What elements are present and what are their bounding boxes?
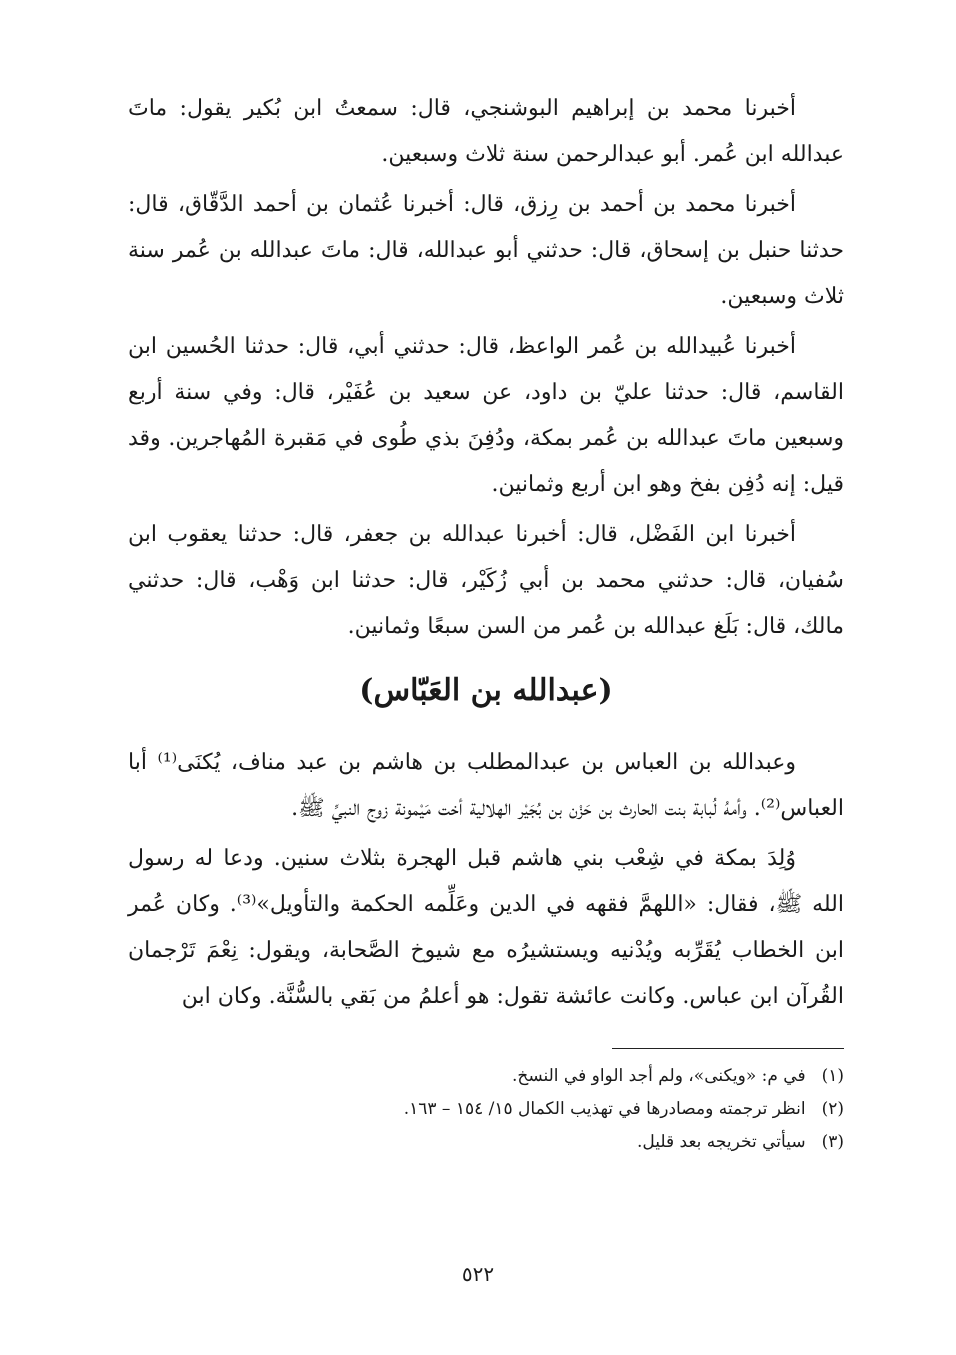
footnote-divider	[612, 1048, 844, 1049]
footnote-text: سيأتي تخريجه بعد قليل.	[636, 1132, 806, 1152]
paragraph: وُلِدَ بمكة في شِعْب بني هاشم قبل الهجرة بثلاث سنين. ودعا له رسول الله ﷺ، فقال: «اللهمَّ فقهه في الدين وعَلِّمه الحكمة والتأويل»⁽³⁾. وكان عُمر ابن الخطاب يُقَرِّبه ويُدْنيه ويستشيرُه مع شيوخ الصَّحابة، ويقول: نِعْمَ تَرْجمان القُرآن ابن عباس. وكانت عائشة تقول: هو أعلمُ من بَقي بالسُّنَّة. وكان ابن	[128, 846, 844, 1009]
section-heading: (عبدالله بن العَبّاس)	[359, 673, 613, 708]
footnote-text: في م: «ويكنى»، ولم أجد الواو في النسخ.	[511, 1066, 806, 1086]
paragraph: وعبدالله بن العباس بن عبدالمطلب بن هاشم بن عبد مناف، يُكنَى⁽¹⁾ أبا العباس⁽²⁾. وأمهُ لُبابة بنت الحارث بن حَزْن بن بُجَيْر الهلالية أخت مَيْمونة زوج النبيِّ ﷺ.	[128, 750, 844, 821]
footnote-number: (٣)	[821, 1132, 844, 1152]
paragraph: أخبرنا عُبيدالله بن عُمر الواعظ، قال: حدثني أبي، قال: حدثنا الحُسين ابن القاسم، قال: حدثنا عليّ بن داود، عن سعيد بن عُفَيْر، قال: وفي سنة أربع وسبعين ماتَ عبدالله بن عُمر بمكة، ودُفِنَ بذي طُوى في مَقبرة المُهاجرين. وقد قيل: إنه دُفِن بفخ وهو ابن أربع وثمانين.	[128, 334, 844, 497]
paragraph: أخبرنا محمد بن إبراهيم البوشنجي، قال: سمعتُ ابن بُكير يقول: ماتَ عبدالله ابن عُمر. أبو عبدالرحمن سنة ثلاث وسبعين.	[128, 96, 844, 167]
footnote-text: انظر ترجمته ومصادرها في تهذيب الكمال ١٥/ ١٥٤ – ١٦٣.	[403, 1099, 806, 1119]
page-number: ٥٢٢	[461, 1262, 495, 1286]
footnote-number: (١)	[821, 1066, 844, 1086]
footnotes	[128, 1060, 844, 1159]
footnote	[128, 1060, 844, 1093]
paragraph: أخبرنا محمد بن أحمد بن رِزق، قال: أخبرنا عُثمان بن أحمد الدَّقّاق، قال: حدثنا حنبل بن إسحاق، قال: حدثني أبو عبدالله، قال: ماتَ عبدالله بن عُمر سنة ثلاث وسبعين.	[128, 192, 844, 309]
main-text	[128, 86, 844, 1020]
footnote-number: (٢)	[821, 1099, 844, 1119]
paragraph: أخبرنا ابن الفَضْل، قال: أخبرنا عبدالله بن جعفر، قال: حدثنا يعقوب ابن سُفيان، قال: حدثني محمد بن أبي زُكَيْر، قال: حدثنا ابن وَهْب، قال: حدثني مالك، قال: بَلَغ عبدالله بن عُمر من السن سبعًا وثمانين.	[128, 522, 844, 639]
footnote	[128, 1126, 844, 1159]
footnote	[128, 1093, 844, 1126]
